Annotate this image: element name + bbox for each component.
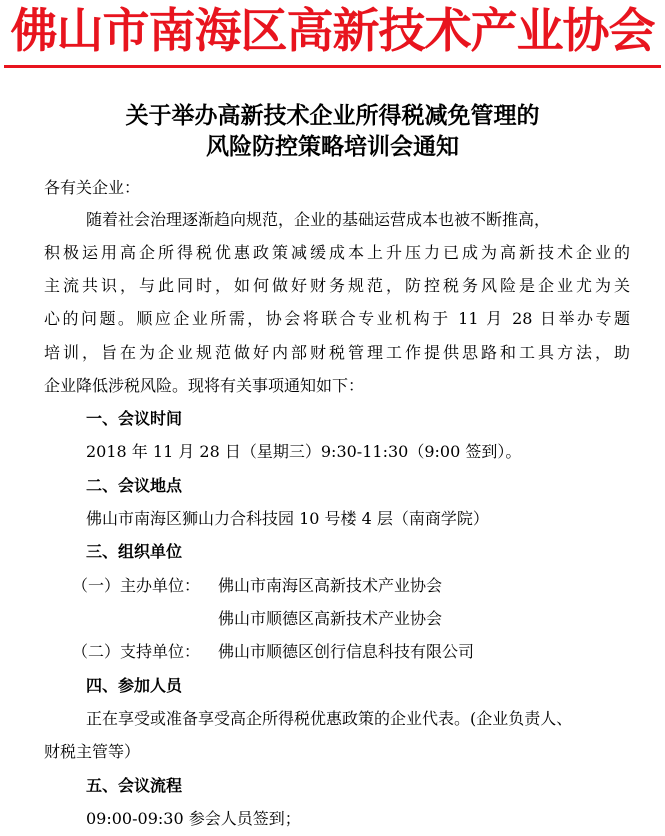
intro-line-6: 企业降低涉税风险。现将有关事项通知如下： xyxy=(44,376,365,395)
attendees-text-line-2: 财税主管等） xyxy=(44,742,141,761)
section-organizers-heading: 三、组织单位 xyxy=(86,542,183,561)
agenda-item-1: 09:00-09:30 参会人员签到； xyxy=(86,809,301,828)
intro-line-2: 积极运用高企所得税优惠政策减缓成本上升压力已成为高新技术企业的 xyxy=(44,243,630,262)
letterhead-red-rule xyxy=(4,65,661,68)
section-attendees-heading: 四、参加人员 xyxy=(86,676,183,695)
support-org-1: 佛山市顺德区创行信息科技有限公司 xyxy=(218,642,475,661)
section-time-text: 2018 年 11 月 28 日（星期三）9:30-11:30（9:00 签到）。 xyxy=(86,442,522,461)
host-org-1: 佛山市南海区高新技术产业协会 xyxy=(218,576,443,595)
section-place-text: 佛山市南海区狮山力合科技园 10 号楼 4 层（南商学院） xyxy=(86,509,489,528)
letterhead-org-name: 佛山市南海区高新技术产业协会 xyxy=(10,4,655,59)
intro-line-3: 主流共识，与此同时，如何做好财务规范，防控税务风险是企业尤为关 xyxy=(44,276,630,295)
section-place-heading: 二、会议地点 xyxy=(86,476,183,495)
letterhead xyxy=(0,0,665,70)
intro-line-5: 培训，旨在为企业规范做好内部财税管理工作提供思路和工具方法，助 xyxy=(44,343,630,362)
notice-title-line-2: 风险防控策略培训会通知 xyxy=(206,133,459,160)
host-org-2: 佛山市顺德区高新技术产业协会 xyxy=(218,609,443,628)
host-label: （一）主办单位： xyxy=(72,576,201,595)
notice-title-line-1: 关于举办高新技术企业所得税减免管理的 xyxy=(125,102,540,129)
section-time-heading: 一、会议时间 xyxy=(86,409,183,428)
intro-line-1: 随着社会治理逐渐趋向规范，企业的基础运营成本也被不断推高， xyxy=(86,210,551,229)
attendees-text-line-1: 正在享受或准备享受高企所得税优惠政策的企业代表。(企业负责人、 xyxy=(86,709,573,728)
support-label: （二）支持单位： xyxy=(72,642,201,661)
intro-line-4: 心的问题。顺应企业所需，协会将联合专业机构于 11 月 28 日举办专题 xyxy=(44,309,630,328)
section-agenda-heading: 五、会议流程 xyxy=(86,776,183,795)
salutation: 各有关企业： xyxy=(44,178,141,197)
